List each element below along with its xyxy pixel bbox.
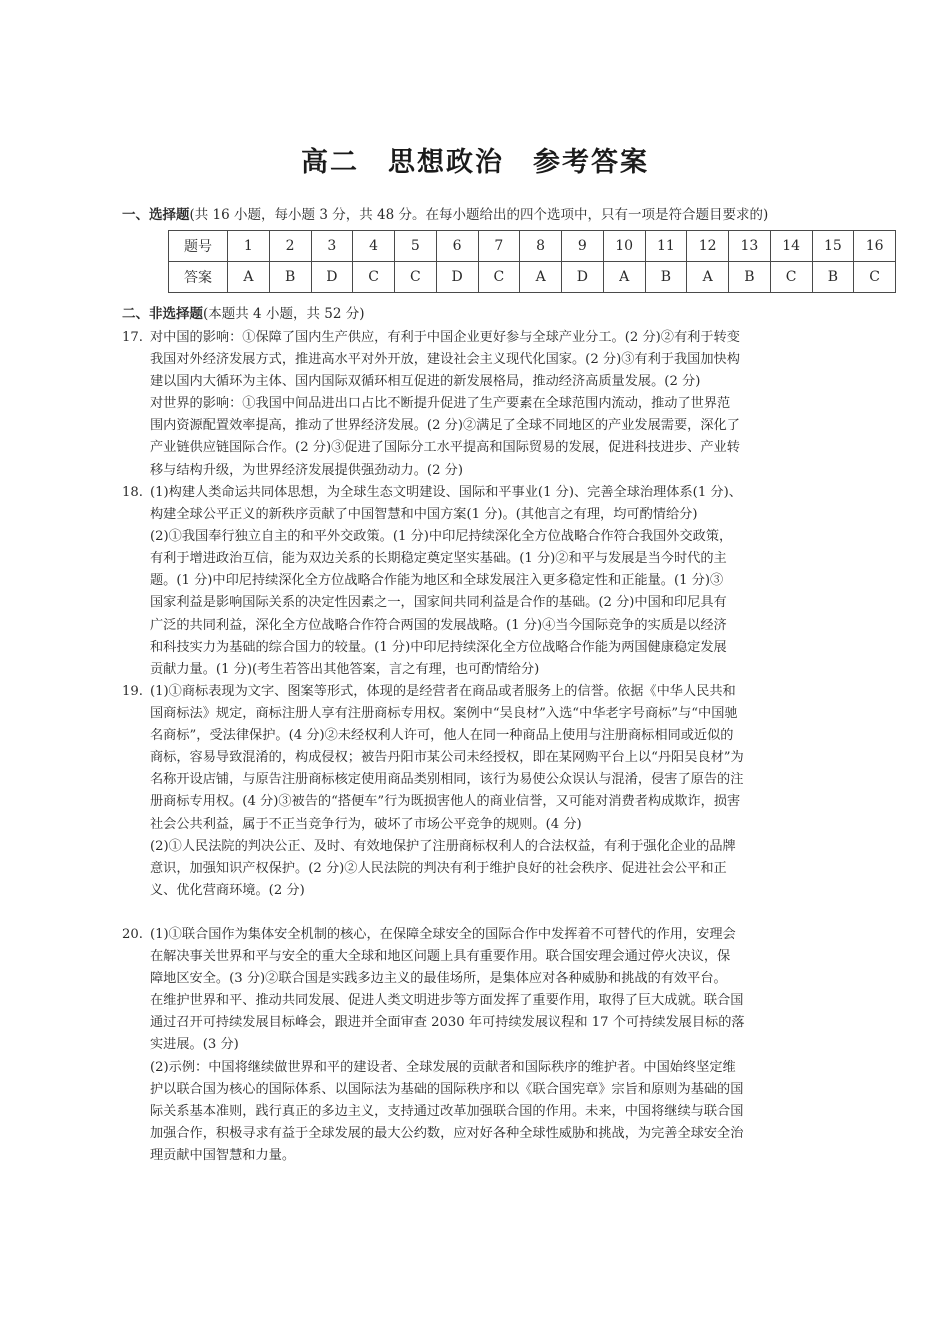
answer-line: 和科技实力为基础的综合国力的较量。(1 分)中印尼持续深化全方位战略合作能为两国健康稳定发展 bbox=[150, 639, 727, 655]
answer-line bbox=[122, 482, 922, 504]
answer-line: 名称开设店铺，与原告注册商标核定使用商品类别相同，该行为易使公众误认与混淆，侵害了原告的注 bbox=[150, 772, 744, 788]
answer-line: 商标，容易导致混淆的，构成侵权；被告丹阳市某公司未经授权，即在某网购平台上以“丹阳吴良材”为 bbox=[150, 750, 744, 766]
answer-line: 题。(1 分)中印尼持续深化全方位战略合作能为地区和全球发展注入更多稳定性和正能量。(1 分)③ bbox=[150, 573, 724, 589]
answer-line: 贡献力量。(1 分)(考生若答出其他答案，言之有理，也可酌情给分) bbox=[150, 661, 540, 677]
section-choice-label: 一、选择题 bbox=[122, 207, 190, 223]
answer-cell: A bbox=[228, 262, 270, 293]
section-choice-heading bbox=[122, 205, 922, 225]
question-number-cell: 4 bbox=[353, 231, 395, 262]
answer-line: 通过召开可持续发展目标峰会，跟进并全面审查 2030 年可持续发展议程和 17 个可持续发展目标的落 bbox=[150, 1015, 745, 1031]
answer-line: 名商标”，受法律保护。(4 分)②未经权利人许可，他人在同一种商品上使用与注册商标相同或近似的 bbox=[150, 728, 734, 744]
answer-line: 移与结构升级，为世界经济发展提供强劲动力。(2 分) bbox=[150, 462, 463, 478]
question-number: 20. bbox=[122, 927, 143, 942]
answer-line: 实进展。(3 分) bbox=[150, 1037, 239, 1053]
answer-line: (2)示例：中国将继续做世界和平的建设者、全球发展的贡献者和国际秩序的维护者。中国始终坚定维 bbox=[150, 1059, 736, 1075]
answer-cell: B bbox=[269, 262, 311, 293]
answer-text: 对中国的影响：①保障了国内生产供应，有利于中国企业更好参与全球产业分工。(2 分)②有利于转变 bbox=[150, 330, 740, 345]
question-20-answer bbox=[122, 924, 922, 1167]
answer-cell: C bbox=[854, 262, 896, 293]
answer-line: 构建全球公平正义的新秩序贡献了中国智慧和中国方案(1 分)。(其他言之有理，均可酌情给分) bbox=[150, 507, 698, 523]
answer-text: (1)构建人类命运共同体思想，为全球生态文明建设、国际和平事业(1 分)、完善全球治理体系(1 分)、 bbox=[150, 485, 742, 500]
answer-line: 社会公共利益，属于不正当竞争行为，破坏了市场公平竞争的规则。(4 分) bbox=[150, 816, 582, 832]
section-open-heading bbox=[122, 304, 922, 324]
question-number-cell: 16 bbox=[854, 231, 896, 262]
question-number-cell: 14 bbox=[770, 231, 812, 262]
answer-line: 对世界的影响：①我国中间品进出口占比不断提升促进了生产要素在全球范围内流动，推动了世界范 bbox=[150, 396, 731, 412]
answer-cell: C bbox=[395, 262, 437, 293]
answer-line: 理贡献中国智慧和力量。 bbox=[150, 1147, 296, 1163]
question-number-cell: 10 bbox=[603, 231, 645, 262]
answer-line: 加强合作，积极寻求有益于全球发展的最大公约数，应对好各种全球性威胁和挑战，为完善全球安全治 bbox=[150, 1125, 744, 1141]
answer-line: 在解决事关世界和平与安全的重大全球和地区问题上具有重要作用。联合国安理会通过停火决议，保 bbox=[150, 949, 731, 965]
answer-line: (2)①我国奉行独立自主的和平外交政策。(1 分)中印尼持续深化全方位战略合作符合我国外交政策， bbox=[150, 529, 733, 545]
question-number-cell: 6 bbox=[436, 231, 478, 262]
answer-line: 际关系基本准则，践行真正的多边主义，支持通过改革加强联合国的作用。未来，中国将继续与联合国 bbox=[150, 1103, 744, 1119]
answer-cell: C bbox=[770, 262, 812, 293]
answer-cell: D bbox=[436, 262, 478, 293]
answer-line: 护以联合国为核心的国际体系、以国际法为基础的国际秩序和以《联合国宪章》宗旨和原则为基础的国 bbox=[150, 1081, 744, 1097]
answer-line: 国家利益是影响国际关系的决定性因素之一，国家间共同利益是合作的基础。(2 分)中国和印尼具有 bbox=[150, 595, 727, 611]
question-number: 17. bbox=[122, 330, 143, 345]
question-number-cell: 2 bbox=[269, 231, 311, 262]
answer-text: (1)①联合国作为集体安全机制的核心，在保障全球安全的国际合作中发挥着不可替代的作用，安理会 bbox=[150, 927, 736, 942]
question-number-cell: 13 bbox=[729, 231, 771, 262]
question-19-answer bbox=[122, 681, 922, 902]
question-number-cell: 3 bbox=[311, 231, 353, 262]
answer-line: 障地区安全。(3 分)②联合国是实践多边主义的最佳场所，是集体应对各种威胁和挑战的有效平台。 bbox=[150, 971, 727, 987]
question-number: 18. bbox=[122, 485, 143, 500]
question-number-cell: 5 bbox=[395, 231, 437, 262]
answer-cell: A bbox=[520, 262, 562, 293]
answer-line: 建以国内大循环为主体、国内国际双循环相互促进的新发展格局，推动经济高质量发展。(2 分) bbox=[150, 374, 701, 390]
question-number-cell: 7 bbox=[478, 231, 520, 262]
answer-cell: B bbox=[729, 262, 771, 293]
answer-cell: A bbox=[687, 262, 729, 293]
question-number-cell: 1 bbox=[228, 231, 270, 262]
section-open-note: (本题共 4 小题，共 52 分) bbox=[203, 306, 365, 322]
row-header-answer: 答案 bbox=[169, 262, 228, 293]
answer-cell: A bbox=[603, 262, 645, 293]
question-number-cell: 15 bbox=[812, 231, 854, 262]
answer-line: 广泛的共同利益，深化全方位战略合作符合两国的发展战略。(1 分)④当今国际竞争的实质是以经济 bbox=[150, 617, 727, 633]
question-number-cell: 8 bbox=[520, 231, 562, 262]
page-title: 高二 思想政治 参考答案 bbox=[301, 147, 649, 178]
table-row-numbers bbox=[169, 231, 896, 262]
answer-line: 有利于增进政治互信，能为双边关系的长期稳定奠定坚实基础。(1 分)②和平与发展是当今时代的主 bbox=[150, 551, 727, 567]
answer-line: 国商标法》规定，商标注册人享有注册商标专用权。案例中“吴良材”入选“中华老字号商标”与“中国驰 bbox=[150, 706, 738, 722]
answer-table bbox=[168, 230, 896, 293]
question-number-cell: 12 bbox=[687, 231, 729, 262]
answer-line: 围内资源配置效率提高，推动了世界经济发展。(2 分)②满足了全球不同地区的产业发展需要，深化了 bbox=[150, 418, 740, 434]
answer-line: 义、优化营商环境。(2 分) bbox=[150, 882, 305, 898]
row-header-number: 题号 bbox=[169, 231, 228, 262]
answer-line: 产业链供应链国际合作。(2 分)③促进了国际分工水平提高和国际贸易的发展，促进科技进步、产业转 bbox=[150, 440, 740, 456]
table-row-answers bbox=[169, 262, 896, 293]
answer-cell: B bbox=[645, 262, 687, 293]
answer-line: 在维护世界和平、推动共同发展、促进人类文明进步等方面发挥了重要作用，取得了巨大成就。联合国 bbox=[150, 993, 744, 1009]
answer-line bbox=[122, 681, 922, 703]
question-17-answer bbox=[122, 327, 922, 482]
answer-text: (1)①商标表现为文字、图案等形式，体现的是经营者在商品或者服务上的信誉。依据《中华人民共和 bbox=[150, 684, 736, 699]
answer-cell: C bbox=[478, 262, 520, 293]
answer-cell: D bbox=[562, 262, 604, 293]
answer-line bbox=[122, 327, 922, 349]
answer-cell: D bbox=[311, 262, 353, 293]
answer-line: 我国对外经济发展方式，推进高水平对外开放，建设社会主义现代化国家。(2 分)③有利于我国加快构 bbox=[150, 352, 740, 368]
answer-line: (2)①人民法院的判决公正、及时、有效地保护了注册商标权利人的合法权益，有利于强化企业的品牌 bbox=[150, 838, 736, 854]
question-18-answer bbox=[122, 482, 922, 681]
answer-cell: C bbox=[353, 262, 395, 293]
answer-line: 册商标专用权。(4 分)③被告的“搭便车”行为既损害他人的商业信誉，又可能对消费者构成欺诈，损害 bbox=[150, 794, 741, 810]
question-number: 19. bbox=[122, 684, 143, 699]
answer-cell: B bbox=[812, 262, 854, 293]
question-number-cell: 9 bbox=[562, 231, 604, 262]
section-open-label: 二、非选择题 bbox=[122, 306, 203, 322]
section-choice-note: (共 16 小题，每小题 3 分，共 48 分。在每小题给出的四个选项中，只有一项是符合题目要求的) bbox=[189, 207, 769, 223]
question-number-cell: 11 bbox=[645, 231, 687, 262]
answer-line bbox=[122, 924, 922, 946]
answer-line: 意识，加强知识产权保护。(2 分)②人民法院的判决有利于维护良好的社会秩序、促进社会公平和正 bbox=[150, 860, 727, 876]
